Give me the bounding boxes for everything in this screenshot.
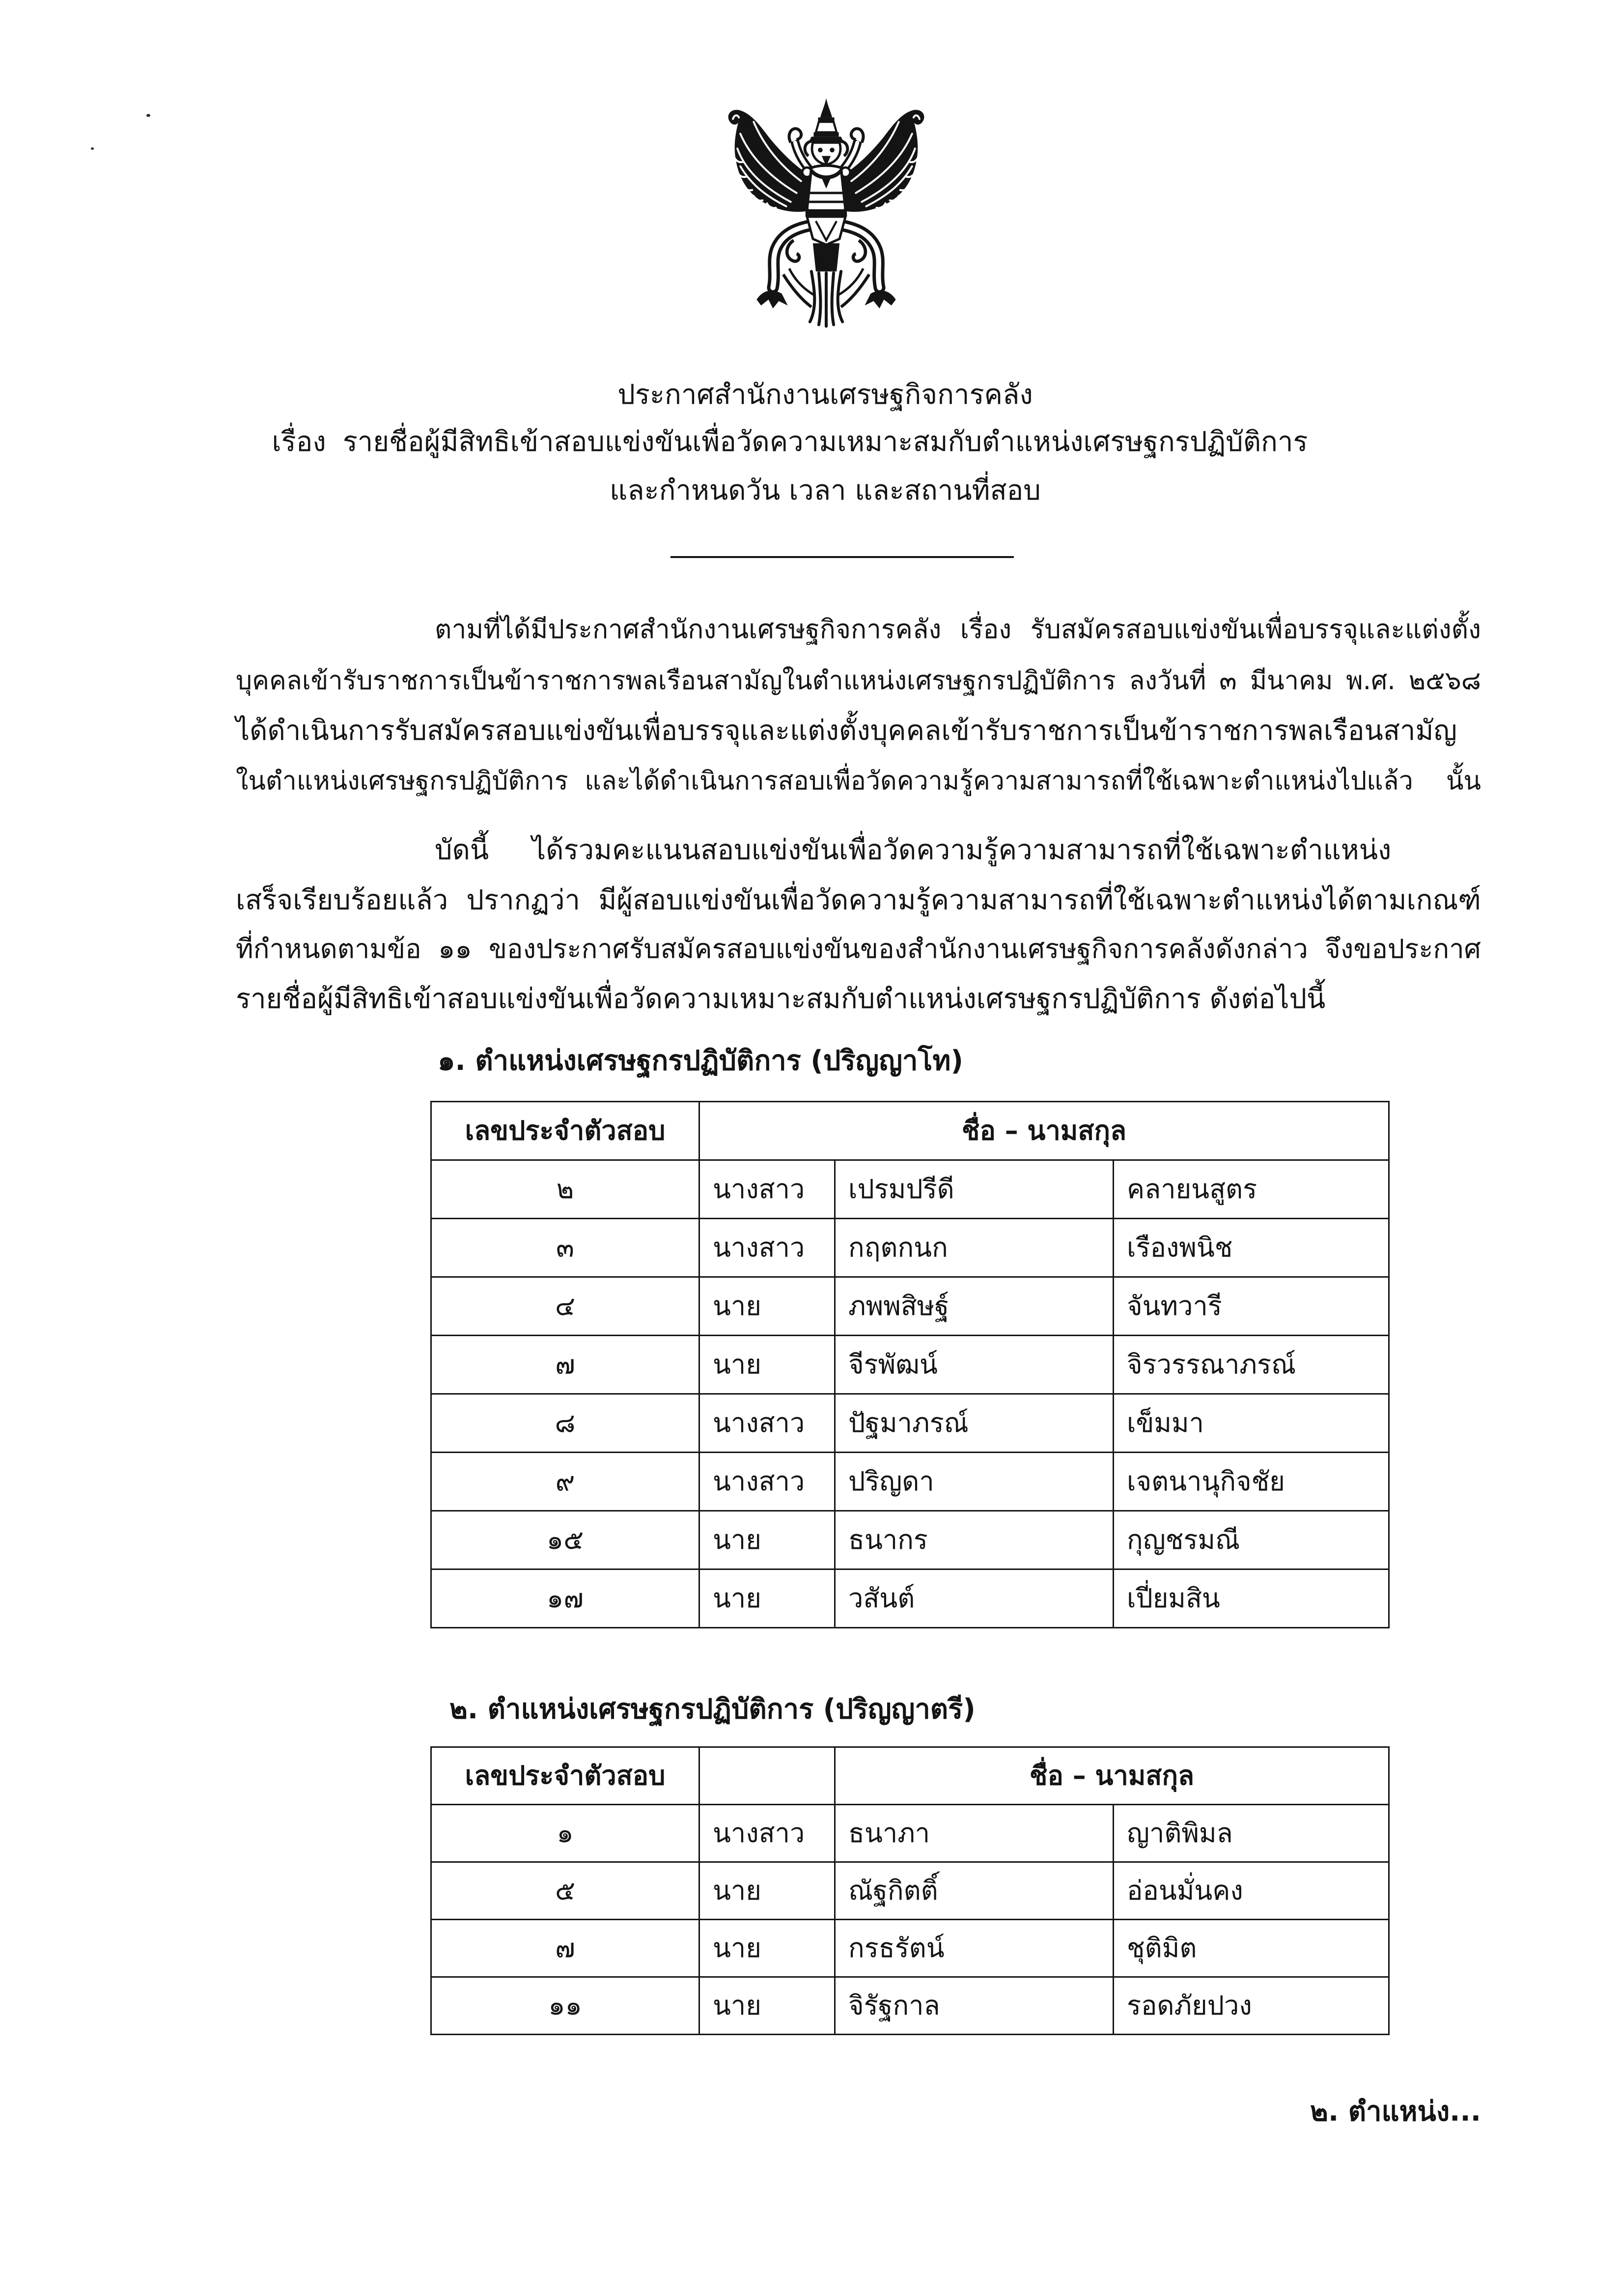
last-name-cell: อ่อนมั่นคง: [1114, 1862, 1389, 1920]
exam-id-cell: ๗: [431, 1336, 699, 1394]
garuda-body: [806, 98, 847, 326]
subject-text: รายชื่อผู้มีสิทธิเข้าสอบแข่งขันเพื่อวัดความเหมาะสมกับตำแหน่งเศรษฐกรปฏิบัติการ: [342, 426, 1308, 458]
first-name-cell: ณัฐกิตติ์: [835, 1862, 1114, 1920]
last-name-cell: จิรวรรณาภรณ์: [1114, 1336, 1389, 1394]
garuda-right-wing: [838, 110, 924, 308]
last-name-cell: จันทวารี: [1114, 1277, 1389, 1336]
table-row: [431, 1394, 1389, 1453]
first-name-cell: ปัฐมาภรณ์: [835, 1394, 1114, 1453]
title-cell: นาย: [699, 1511, 835, 1569]
exam-id-cell: ๕: [431, 1862, 699, 1920]
document-subject: [127, 418, 1453, 467]
exam-id-cell: ๗: [431, 1920, 699, 1977]
paragraph2-line: รายชื่อผู้มีสิทธิเข้าสอบแข่งขันเพื่อวัดความเหมาะสมกับตำแหน่งเศรษฐกรปฏิบัติการ ดังต่อไปนี้: [236, 983, 1326, 1015]
first-name-cell: ปริญดา: [835, 1453, 1114, 1511]
exam-id-cell: ๘: [431, 1394, 699, 1453]
first-name-cell: จิรัฐกาล: [835, 1977, 1114, 2035]
paragraph1-line: ได้ดำเนินการรับสมัครสอบแข่งขันเพื่อบรรจุและแต่งตั้งบุคคลเข้ารับราชการเป็นข้าราชการพลเรือนสามัญ: [236, 715, 1457, 747]
title-cell: นางสาว: [699, 1805, 835, 1862]
exam-id-cell: ๑๑: [431, 1977, 699, 2035]
last-name-cell: คลายนสูตร: [1114, 1160, 1389, 1219]
table-row: [431, 1219, 1389, 1277]
table-row: [431, 1277, 1389, 1336]
last-name-cell: รอดภัยปวง: [1114, 1977, 1389, 2035]
title-cell: นาย: [699, 1569, 835, 1628]
title-cell: นาย: [699, 1336, 835, 1394]
paragraph1-line: บุคคลเข้ารับราชการเป็นข้าราชการพลเรือนสามัญในตำแหน่งเศรษฐกรปฏิบัติการ ลงวันที่ ๓ มีนาคม พ.ศ. ๒๕๖๘: [236, 666, 1481, 696]
document-subject-continued: และกำหนดวัน เวลา และสถานที่สอบ: [610, 475, 1041, 506]
first-name-cell: กฤตกนก: [835, 1219, 1114, 1277]
exam-id-cell: ๒: [431, 1160, 699, 1219]
title-cell: นางสาว: [699, 1394, 835, 1453]
title-cell: นางสาว: [699, 1160, 835, 1219]
subject-label: เรื่อง: [272, 426, 326, 458]
document-title: ประกาศสำนักงานเศรษฐกิจการคลัง: [617, 379, 1033, 411]
paragraph2-line: ที่กำหนดตามข้อ ๑๑ ของประกาศรับสมัครสอบแข่งขันของสำนักงานเศรษฐกิจการคลังดังกล่าว จึงขอประกาศ: [236, 933, 1481, 964]
title-cell: นาย: [699, 1920, 835, 1977]
exam-id-cell: ๑๗: [431, 1569, 699, 1628]
title-cell: นาย: [699, 1977, 835, 2035]
last-name-cell: เข็มมา: [1114, 1394, 1389, 1453]
scan-speck: [146, 114, 150, 117]
last-name-cell: ญาติพิมล: [1114, 1805, 1389, 1862]
table-header-row: [431, 1102, 1389, 1160]
table-row: [431, 1453, 1389, 1511]
title-cell: นาย: [699, 1277, 835, 1336]
exam-id-cell: ๑๕: [431, 1511, 699, 1569]
table-row: [431, 1805, 1389, 1862]
table-row: [431, 1569, 1389, 1628]
title-cell: นาย: [699, 1862, 835, 1920]
page-continuation: ๒. ตำแหน่ง...: [1310, 2096, 1481, 2128]
section1-heading: ๑. ตำแหน่งเศรษฐกรปฏิบัติการ (ปริญญาโท): [438, 1045, 963, 1077]
last-name-cell: เรืองพนิช: [1114, 1219, 1389, 1277]
header-empty-cell: [699, 1747, 835, 1805]
first-name-cell: ภพพสิษฐ์: [835, 1277, 1114, 1336]
first-name-cell: จีรพัฒน์: [835, 1336, 1114, 1394]
table-row: [431, 1160, 1389, 1219]
last-name-cell: ชุติมิต: [1114, 1920, 1389, 1977]
header-exam-id: เลขประจำตัวสอบ: [431, 1102, 699, 1160]
header-full-name: ชื่อ – นามสกุล: [835, 1747, 1389, 1805]
first-name-cell: ธนาภา: [835, 1805, 1114, 1862]
table-masters-degree: [430, 1101, 1390, 1628]
paragraph1-line: ในตำแหน่งเศรษฐกรปฏิบัติการ และได้ดำเนินการสอบเพื่อวัดความรู้ความสามารถที่ใช้เฉพาะตำแหน่งไปแล้ว นั้น: [236, 766, 1481, 796]
table-row: [431, 1920, 1389, 1977]
header-full-name: ชื่อ – นามสกุล: [699, 1102, 1389, 1160]
exam-id-cell: ๑: [431, 1805, 699, 1862]
exam-id-cell: ๓: [431, 1219, 699, 1277]
table-header-row: [431, 1747, 1389, 1805]
garuda-emblem: [721, 96, 931, 328]
table-row: [431, 1511, 1389, 1569]
paragraph2-line: เสร็จเรียบร้อยแล้ว ปรากฏว่า มีผู้สอบแข่งขันเพื่อวัดความรู้ความสามารถที่ใช้เฉพาะตำแหน่งได้ตามเกณฑ์: [236, 884, 1481, 916]
first-name-cell: วสันต์: [835, 1569, 1114, 1628]
paragraph1-line: ตามที่ได้มีประกาศสำนักงานเศรษฐกิจการคลัง เรื่อง รับสมัครสอบแข่งขันเพื่อบรรจุและแต่งตั้ง: [435, 614, 1481, 644]
scan-speck: [91, 147, 94, 150]
table-row: [431, 1862, 1389, 1920]
first-name-cell: เปรมปรีดี: [835, 1160, 1114, 1219]
exam-id-cell: ๔: [431, 1277, 699, 1336]
header-exam-id: เลขประจำตัวสอบ: [431, 1747, 699, 1805]
garuda-left-wing: [728, 110, 814, 308]
last-name-cell: กุญชรมณี: [1114, 1511, 1389, 1569]
table-row: [431, 1336, 1389, 1394]
table-bachelors-degree: [430, 1746, 1390, 2035]
first-name-cell: ธนากร: [835, 1511, 1114, 1569]
last-name-cell: เจตนานุกิจชัย: [1114, 1453, 1389, 1511]
first-name-cell: กรธรัตน์: [835, 1920, 1114, 1977]
header-divider: [670, 556, 1014, 558]
section2-heading: ๒. ตำแหน่งเศรษฐกรปฏิบัติการ (ปริญญาตรี): [449, 1693, 976, 1725]
last-name-cell: เปี่ยมสิน: [1114, 1569, 1389, 1628]
title-cell: นางสาว: [699, 1219, 835, 1277]
table-row: [431, 1977, 1389, 2035]
paragraph2-line: บัดนี้ ได้รวมคะแนนสอบแข่งขันเพื่อวัดความรู้ความสามารถที่ใช้เฉพาะตำแหน่ง: [435, 834, 1392, 866]
exam-id-cell: ๙: [431, 1453, 699, 1511]
title-cell: นางสาว: [699, 1453, 835, 1511]
